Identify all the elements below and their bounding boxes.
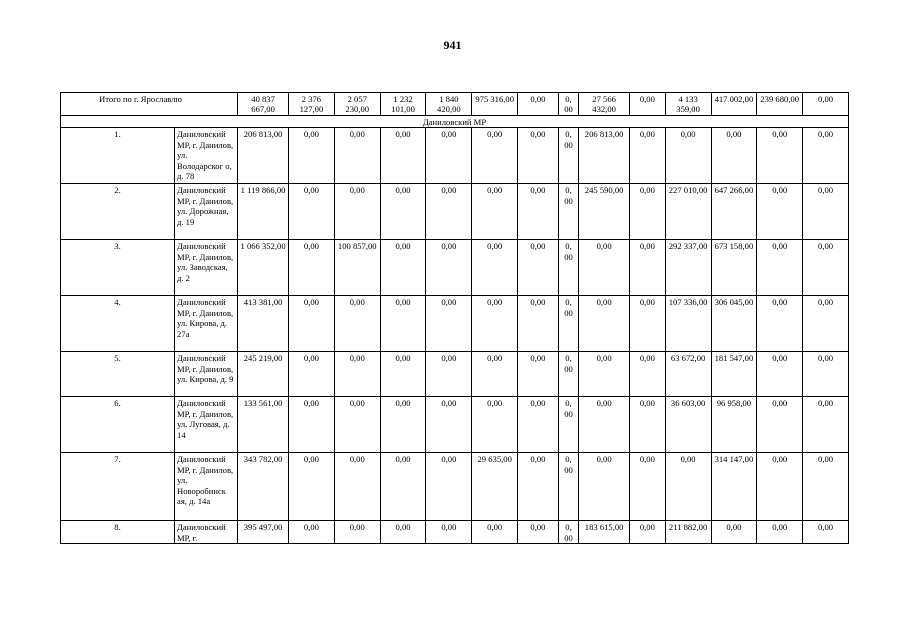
value-cell: 1 119 866,00 xyxy=(238,184,289,240)
value-cell: 245 590,00 xyxy=(579,184,630,240)
total-value-cell: 1 840 420,00 xyxy=(426,93,472,116)
value-cell: 0,00 xyxy=(380,352,426,397)
value-cell: 0,00 xyxy=(334,128,380,184)
total-label: Итого по г. Ярославлю xyxy=(61,93,238,116)
value-cell: 0,00 xyxy=(630,352,666,397)
value-cell: 0, 00 xyxy=(558,296,578,352)
value-cell: 0,00 xyxy=(426,184,472,240)
value-cell: 292 337,00 xyxy=(665,240,711,296)
value-cell: 0,00 xyxy=(380,521,426,544)
total-value-cell: 2 376 127,00 xyxy=(289,93,335,116)
value-cell: 0,00 xyxy=(757,453,803,521)
value-cell: 0,00 xyxy=(579,397,630,453)
table-body xyxy=(61,93,849,544)
value-cell: 0, 00 xyxy=(558,521,578,544)
table-row xyxy=(61,453,849,521)
total-value-cell: 40 837 667,00 xyxy=(238,93,289,116)
value-cell: 0,00 xyxy=(630,296,666,352)
row-number: 2. xyxy=(61,184,175,240)
row-number: 4. xyxy=(61,296,175,352)
register-table xyxy=(60,92,849,544)
value-cell: 107 336,00 xyxy=(665,296,711,352)
value-cell: 0,00 xyxy=(518,453,559,521)
value-cell: 0,00 xyxy=(630,128,666,184)
value-cell: 0,00 xyxy=(757,128,803,184)
total-value-cell: 1 232 101,00 xyxy=(380,93,426,116)
value-cell: 0,00 xyxy=(757,184,803,240)
value-cell: 647 266,00 xyxy=(711,184,757,240)
value-cell: 96 958,00 xyxy=(711,397,757,453)
value-cell: 0,00 xyxy=(518,184,559,240)
value-cell: 0,00 xyxy=(803,397,849,453)
value-cell: 0,00 xyxy=(630,184,666,240)
value-cell: 245 219,00 xyxy=(238,352,289,397)
table-row xyxy=(61,397,849,453)
row-address: Даниловский МР, г. xyxy=(175,521,238,544)
table-row xyxy=(61,184,849,240)
value-cell: 673 158,00 xyxy=(711,240,757,296)
section-title: Даниловский МР xyxy=(61,116,849,128)
value-cell: 0,00 xyxy=(518,521,559,544)
value-cell: 183 615,00 xyxy=(579,521,630,544)
total-value-cell: 0,00 xyxy=(630,93,666,116)
value-cell: 0,00 xyxy=(665,453,711,521)
total-value-cell: 0, 00 xyxy=(558,93,578,116)
value-cell: 0,00 xyxy=(803,453,849,521)
total-value-cell: 2 057 230,00 xyxy=(334,93,380,116)
value-cell: 0,00 xyxy=(757,397,803,453)
value-cell: 0,00 xyxy=(289,352,335,397)
value-cell: 0,00 xyxy=(289,397,335,453)
value-cell: 0,00 xyxy=(518,397,559,453)
value-cell: 0,00 xyxy=(518,240,559,296)
value-cell: 0,00 xyxy=(289,296,335,352)
value-cell: 0,00 xyxy=(426,296,472,352)
row-address: Даниловский МР, г. Данилов, ул. Дорожная, д. 19 xyxy=(175,184,238,240)
value-cell: 413 381,00 xyxy=(238,296,289,352)
value-cell: 1 066 352,00 xyxy=(238,240,289,296)
value-cell: 0,00 xyxy=(334,296,380,352)
value-cell: 0,00 xyxy=(380,184,426,240)
value-cell: 0,00 xyxy=(757,240,803,296)
value-cell: 29 635,00 xyxy=(472,453,518,521)
value-cell: 0,00 xyxy=(472,521,518,544)
value-cell: 0,00 xyxy=(334,352,380,397)
value-cell: 206 813,00 xyxy=(579,128,630,184)
row-address: Даниловский МР, г. Данилов, ул. Новоробинск ая, д. 14а xyxy=(175,453,238,521)
value-cell: 211 882,00 xyxy=(665,521,711,544)
total-value-cell: 417 002,00 xyxy=(711,93,757,116)
value-cell: 306 045,00 xyxy=(711,296,757,352)
total-value-cell: 27 566 432,00 xyxy=(579,93,630,116)
table-row xyxy=(61,521,849,544)
value-cell: 0,00 xyxy=(579,352,630,397)
value-cell: 0,00 xyxy=(630,521,666,544)
value-cell: 0,00 xyxy=(630,397,666,453)
value-cell: 0,00 xyxy=(426,240,472,296)
row-address: Даниловский МР, г. Данилов, ул. Луговая, д. 14 xyxy=(175,397,238,453)
value-cell: 0, 00 xyxy=(558,352,578,397)
value-cell: 0,00 xyxy=(334,184,380,240)
value-cell: 0,00 xyxy=(803,352,849,397)
value-cell: 0,00 xyxy=(711,521,757,544)
row-number: 6. xyxy=(61,397,175,453)
value-cell: 0, 00 xyxy=(558,184,578,240)
value-cell: 0,00 xyxy=(289,521,335,544)
value-cell: 0,00 xyxy=(334,453,380,521)
total-value-cell: 975 316,00 xyxy=(472,93,518,116)
value-cell: 0, 00 xyxy=(558,240,578,296)
row-number: 7. xyxy=(61,453,175,521)
value-cell: 0,00 xyxy=(472,397,518,453)
value-cell: 0,00 xyxy=(518,352,559,397)
table-row xyxy=(61,240,849,296)
value-cell: 0,00 xyxy=(803,240,849,296)
value-cell: 0,00 xyxy=(426,397,472,453)
total-row xyxy=(61,93,849,116)
page-number: 941 xyxy=(443,38,462,52)
value-cell: 0,00 xyxy=(757,521,803,544)
value-cell: 0,00 xyxy=(289,184,335,240)
value-cell: 0,00 xyxy=(426,128,472,184)
value-cell: 227 010,00 xyxy=(665,184,711,240)
section-row xyxy=(61,116,849,128)
value-cell: 206 813,00 xyxy=(238,128,289,184)
value-cell: 181 547,00 xyxy=(711,352,757,397)
table-row xyxy=(61,296,849,352)
value-cell: 0,00 xyxy=(289,128,335,184)
value-cell: 0,00 xyxy=(803,128,849,184)
value-cell: 0,00 xyxy=(757,352,803,397)
value-cell: 0,00 xyxy=(711,128,757,184)
total-value-cell: 4 133 359,00 xyxy=(665,93,711,116)
value-cell: 0,00 xyxy=(803,296,849,352)
total-value-cell: 0,00 xyxy=(803,93,849,116)
value-cell: 0,00 xyxy=(803,521,849,544)
value-cell: 343 782,00 xyxy=(238,453,289,521)
value-cell: 0,00 xyxy=(803,184,849,240)
value-cell: 36 603,00 xyxy=(665,397,711,453)
value-cell: 0,00 xyxy=(426,521,472,544)
value-cell: 0,00 xyxy=(579,453,630,521)
value-cell: 0,00 xyxy=(665,128,711,184)
value-cell: 0,00 xyxy=(334,521,380,544)
value-cell: 0,00 xyxy=(289,453,335,521)
table-row xyxy=(61,352,849,397)
value-cell: 0, 00 xyxy=(558,453,578,521)
value-cell: 0,00 xyxy=(518,128,559,184)
value-cell: 0,00 xyxy=(380,128,426,184)
row-address: Даниловский МР, г. Данилов, ул. Кирова, д. 27а xyxy=(175,296,238,352)
value-cell: 0,00 xyxy=(518,296,559,352)
row-number: 1. xyxy=(61,128,175,184)
row-number: 5. xyxy=(61,352,175,397)
value-cell: 0,00 xyxy=(472,128,518,184)
total-value-cell: 0,00 xyxy=(518,93,559,116)
value-cell: 0,00 xyxy=(380,397,426,453)
value-cell: 0,00 xyxy=(579,296,630,352)
total-value-cell: 239 680,00 xyxy=(757,93,803,116)
value-cell: 100 857,00 xyxy=(334,240,380,296)
value-cell: 0,00 xyxy=(380,240,426,296)
row-address: Даниловский МР, г. Данилов, ул. Заводская, д. 2 xyxy=(175,240,238,296)
value-cell: 395 497,00 xyxy=(238,521,289,544)
value-cell: 0,00 xyxy=(426,453,472,521)
value-cell: 63 672,00 xyxy=(665,352,711,397)
value-cell: 0, 00 xyxy=(558,128,578,184)
row-address: Даниловский МР, г. Данилов, ул. Кирова, д. 9 xyxy=(175,352,238,397)
value-cell: 133 561,00 xyxy=(238,397,289,453)
value-cell: 0,00 xyxy=(472,352,518,397)
value-cell: 0, 00 xyxy=(558,397,578,453)
table-row xyxy=(61,128,849,184)
value-cell: 0,00 xyxy=(426,352,472,397)
value-cell: 0,00 xyxy=(472,240,518,296)
value-cell: 0,00 xyxy=(630,453,666,521)
value-cell: 0,00 xyxy=(472,296,518,352)
value-cell: 0,00 xyxy=(289,240,335,296)
value-cell: 0,00 xyxy=(334,397,380,453)
row-number: 8. xyxy=(61,521,175,544)
value-cell: 0,00 xyxy=(757,296,803,352)
value-cell: 0,00 xyxy=(472,184,518,240)
value-cell: 314 147,00 xyxy=(711,453,757,521)
row-number: 3. xyxy=(61,240,175,296)
value-cell: 0,00 xyxy=(579,240,630,296)
value-cell: 0,00 xyxy=(630,240,666,296)
row-address: Даниловский МР, г. Данилов, ул. Володарског о, д. 78 xyxy=(175,128,238,184)
value-cell: 0,00 xyxy=(380,296,426,352)
value-cell: 0,00 xyxy=(380,453,426,521)
